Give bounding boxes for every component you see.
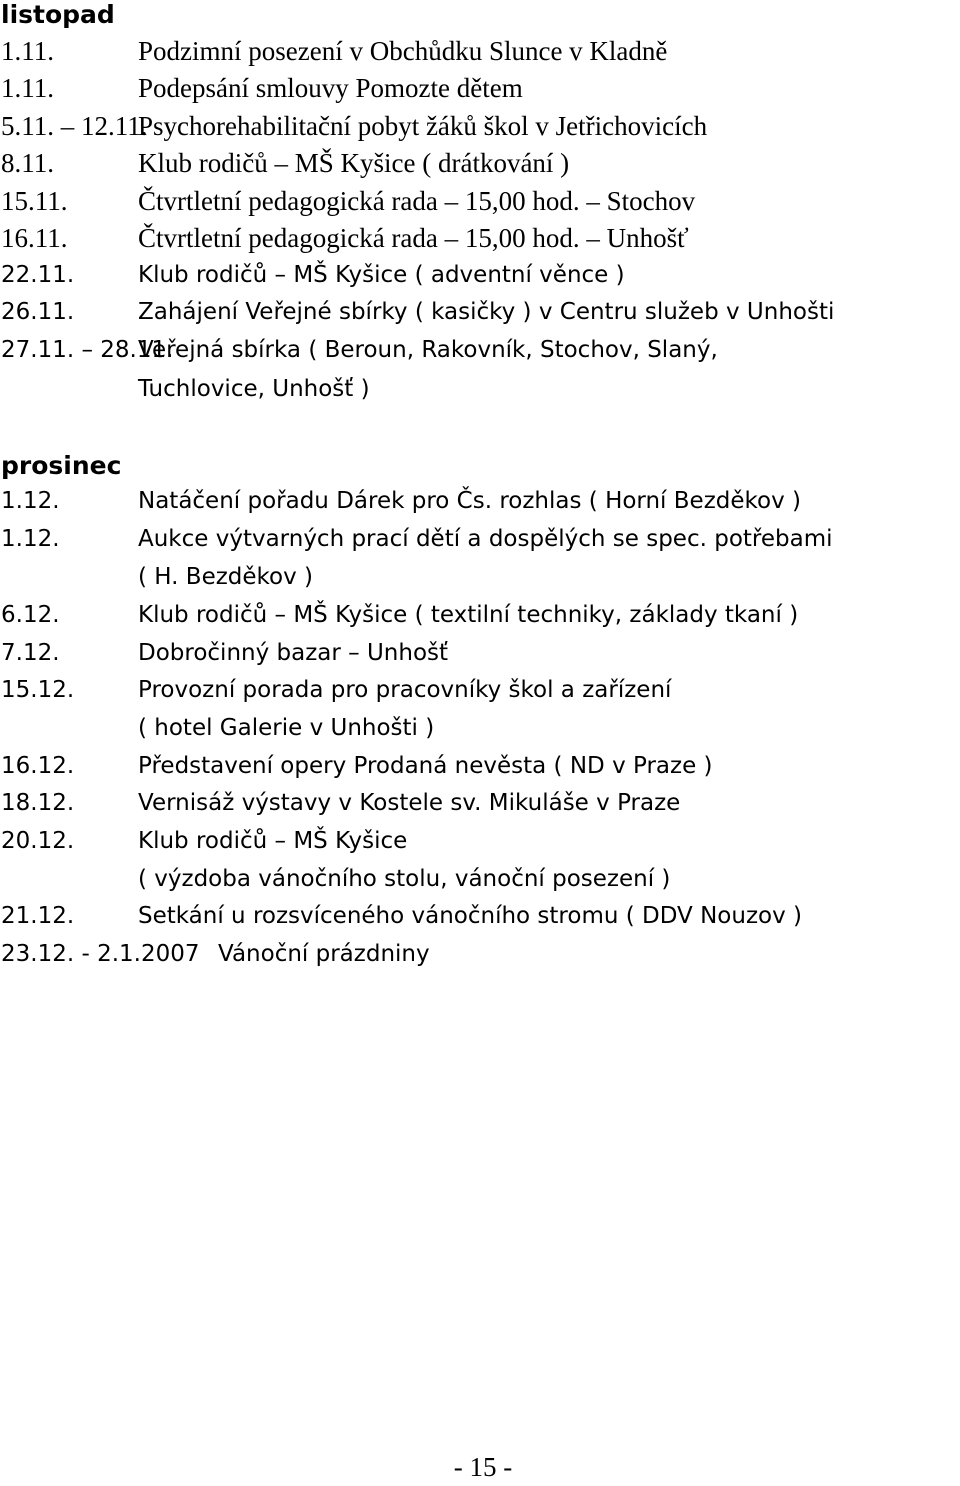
entry-continuation: ( H. Bezděkov ) (138, 564, 314, 590)
entry-date: 26.11. (1, 299, 75, 325)
entry-date: 23.12. - 2.1.2007 (1, 941, 200, 967)
entry-continuation: ( výzdoba vánočního stolu, vánoční posezení ) (138, 866, 671, 892)
entry-text: Veřejná sbírka ( Beroun, Rakovník, Stochov, Slaný, (138, 337, 718, 363)
entry-text: Dobročinný bazar – Unhošť (138, 640, 449, 666)
entry-date: 16.12. (1, 753, 75, 779)
month-heading-december: prosinec (1, 451, 122, 480)
entry-text: Představení opery Prodaná nevěsta ( ND v Praze ) (138, 753, 713, 779)
entry-text: Psychorehabilitační pobyt žáků škol v Jetřichovicích (138, 111, 708, 141)
entry-date: 5.11. – 12.11. (1, 111, 148, 141)
entry-date: 1.11. (1, 73, 54, 103)
page-number (0, 1449, 960, 1486)
entry-text: Aukce výtvarných prací dětí a dospělých se spec. potřebami (138, 526, 833, 552)
entry-text: Setkání u rozsvíceného vánočního stromu ( DDV Nouzov ) (138, 903, 802, 929)
page-number-text: - 15 - (453, 1452, 513, 1482)
entry-text: Podepsání smlouvy Pomozte dětem (138, 73, 523, 103)
entry-text: Klub rodičů – MŠ Kyšice ( drátkování ) (138, 148, 570, 178)
entry-date: 15.12. (1, 677, 75, 703)
entry-date: 6.12. (1, 602, 60, 628)
entry-date: 1.11. (1, 36, 54, 66)
entry-date: 22.11. (1, 262, 75, 288)
entry-text: Natáčení pořadu Dárek pro Čs. rozhlas ( Horní Bezděkov ) (138, 488, 801, 514)
entry-text: Vánoční prázdniny (218, 941, 430, 967)
entry-date: 21.12. (1, 903, 75, 929)
entry-continuation: ( hotel Galerie v Unhošti ) (138, 715, 435, 741)
entry-date: 15.11. (1, 186, 68, 216)
entry-date: 27.11. – 28.11. (1, 337, 174, 363)
entry-date: 1.12. (1, 488, 60, 514)
entry-text: Provozní porada pro pracovníky škol a zařízení (138, 677, 672, 703)
entry-text: Zahájení Veřejné sbírky ( kasičky ) v Centru služeb v Unhošti (138, 299, 835, 325)
entry-text: Klub rodičů – MŠ Kyšice ( adventní věnce ) (138, 262, 625, 288)
entry-date: 8.11. (1, 148, 54, 178)
entry-continuation: Tuchlovice, Unhošť ) (138, 376, 370, 402)
entry-date: 7.12. (1, 640, 60, 666)
entry-date: 1.12. (1, 526, 60, 552)
entry-date: 20.12. (1, 828, 75, 854)
entry-text: Podzimní posezení v Obchůdku Slunce v Kladně (138, 36, 668, 66)
entry-text: Čtvrtletní pedagogická rada – 15,00 hod. – Unhošť (138, 223, 689, 253)
entry-text: Klub rodičů – MŠ Kyšice ( textilní techniky, základy tkaní ) (138, 602, 799, 628)
entry-date: 18.12. (1, 790, 75, 816)
entry-text: Čtvrtletní pedagogická rada – 15,00 hod. – Stochov (138, 186, 696, 216)
entry-date: 16.11. (1, 223, 68, 253)
entry-text: Vernisáž výstavy v Kostele sv. Mikuláše v Praze (138, 790, 681, 816)
entry-text: Klub rodičů – MŠ Kyšice (138, 828, 408, 854)
month-heading-november: listopad (1, 0, 115, 29)
